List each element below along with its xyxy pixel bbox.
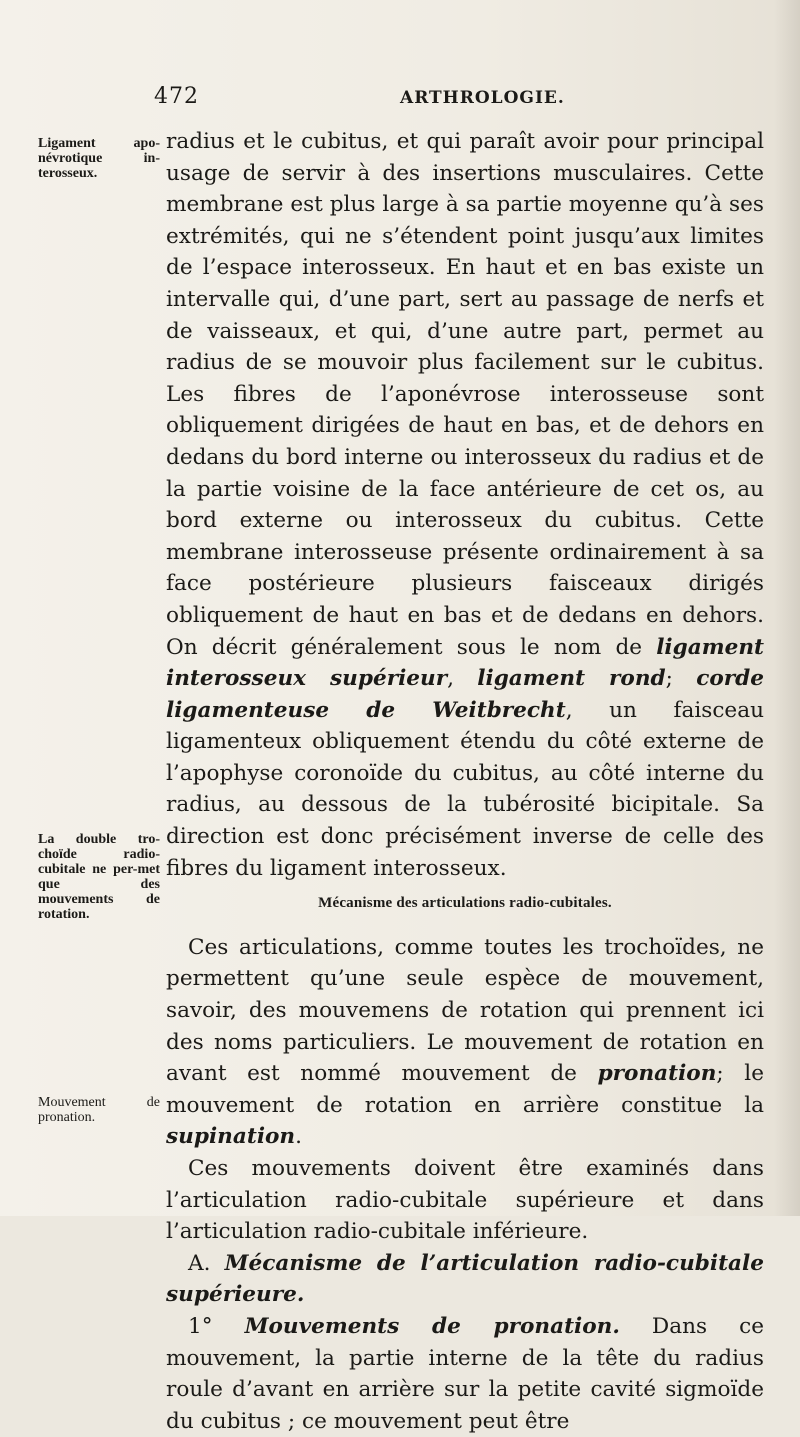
paragraph-4-text: Dans ce mouvement, la partie interne de la tête du radius roule d’avant en arrière sur la petite cavité sigmoïde du cubitus ; ce mouvement peut être (166, 1313, 765, 1434)
page-number: 472 (154, 84, 199, 109)
body-text (166, 126, 764, 1437)
paragraph-2-part1: Ces articulations, comme toutes les trochoïdes, ne permettent qu’une seule espèce de mouvement, savoir, des mouvemens de rotation qui prennent ici des noms particuliers. Le mouvement de rotation en avant est nommé mouvement de (166, 934, 764, 1087)
running-title: ARTHROLOGIE. (400, 88, 565, 108)
term-ligament-interosseux-superieur: ligament interosseux supérieur (166, 634, 764, 692)
paragraph-2 (166, 932, 764, 1153)
paragraph-2-part2: ; le mouvement de rotation en arrière constitue la (166, 1061, 764, 1118)
paragraph-3: Ces mouvements doivent être examinés dans l’articulation radio-cubitale supérieure et dans l’articulation radio-cubitale inférieure. (166, 1156, 764, 1245)
paragraph-4-title: Mouvements de pronation. (244, 1313, 620, 1339)
paragraph-2-part3: . (295, 1124, 303, 1150)
margin-note-ligament: Ligament apo-névrotique in-terosseux. (38, 136, 160, 181)
paragraph-4-number: 1° (188, 1313, 213, 1339)
paragraph-1-sep2: ; (665, 666, 697, 692)
term-corde-weitbrecht: corde ligamenteuse de Weitbrecht (166, 666, 764, 723)
page-edge-shadow (774, 0, 800, 1216)
term-pronation: pronation (597, 1061, 717, 1087)
margin-note-double-trochoide: La double tro-choïde radio-cubitale ne per-met que des mouvements de rotation. (38, 832, 160, 922)
term-supination: supination (166, 1124, 296, 1150)
term-ligament-rond: ligament rond (477, 666, 666, 692)
paragraph-1-part2: , un faisceau ligamenteux obliquement étendu du côté externe de l’apophyse coronoïde du cubitus, au côté interne du radius, au dessous de la tubérosité bicipitale. Sa direction est donc précisément inverse de celle des fibres du ligament interosseux. (166, 697, 764, 881)
margin-note-pronation: Mouvement de pronation. (38, 1095, 160, 1125)
paragraph-1-part1: radius et le cubitus, et qui paraît avoir pour principal usage de servir à des insertions musculaires. Cette membrane est plus large à sa partie moyenne qu’à ses extrémités, qui ne s’étendent point jusqu’aux limites de l’espace interosseux. En haut et en bas existe un intervalle qui, d’une part, sert au passage de nerfs et de vaisseaux, et qui, d’une autre part, permet au radius de se mouvoir plus facilement sur le cubitus. Les fibres de l’aponévrose interosseuse sont obliquement dirigées de haut en bas, et de dehors en dedans du bord interne ou interosseux du radius et de la partie voisine de la face antérieure de cet os, au bord externe ou interosseux du cubitus. Cette membrane interosseuse présente ordinairement à sa face postérieure plusieurs faisceaux dirigés obliquement de haut en bas et de dedans en dehors. On décrit généralement sous le nom de (166, 129, 764, 660)
paragraph-1 (166, 126, 764, 884)
section-a-title: Mécanisme de l’articulation radio-cubitale supérieure. (166, 1250, 764, 1308)
page-header (150, 84, 750, 114)
section-a-heading (166, 1248, 764, 1311)
section-subheading: Mécanisme des articulations radio-cubitales. (318, 895, 612, 912)
section-a-label: A. (188, 1250, 211, 1276)
paragraph-1-sep1: , (447, 666, 478, 692)
paragraph-4 (166, 1311, 764, 1437)
